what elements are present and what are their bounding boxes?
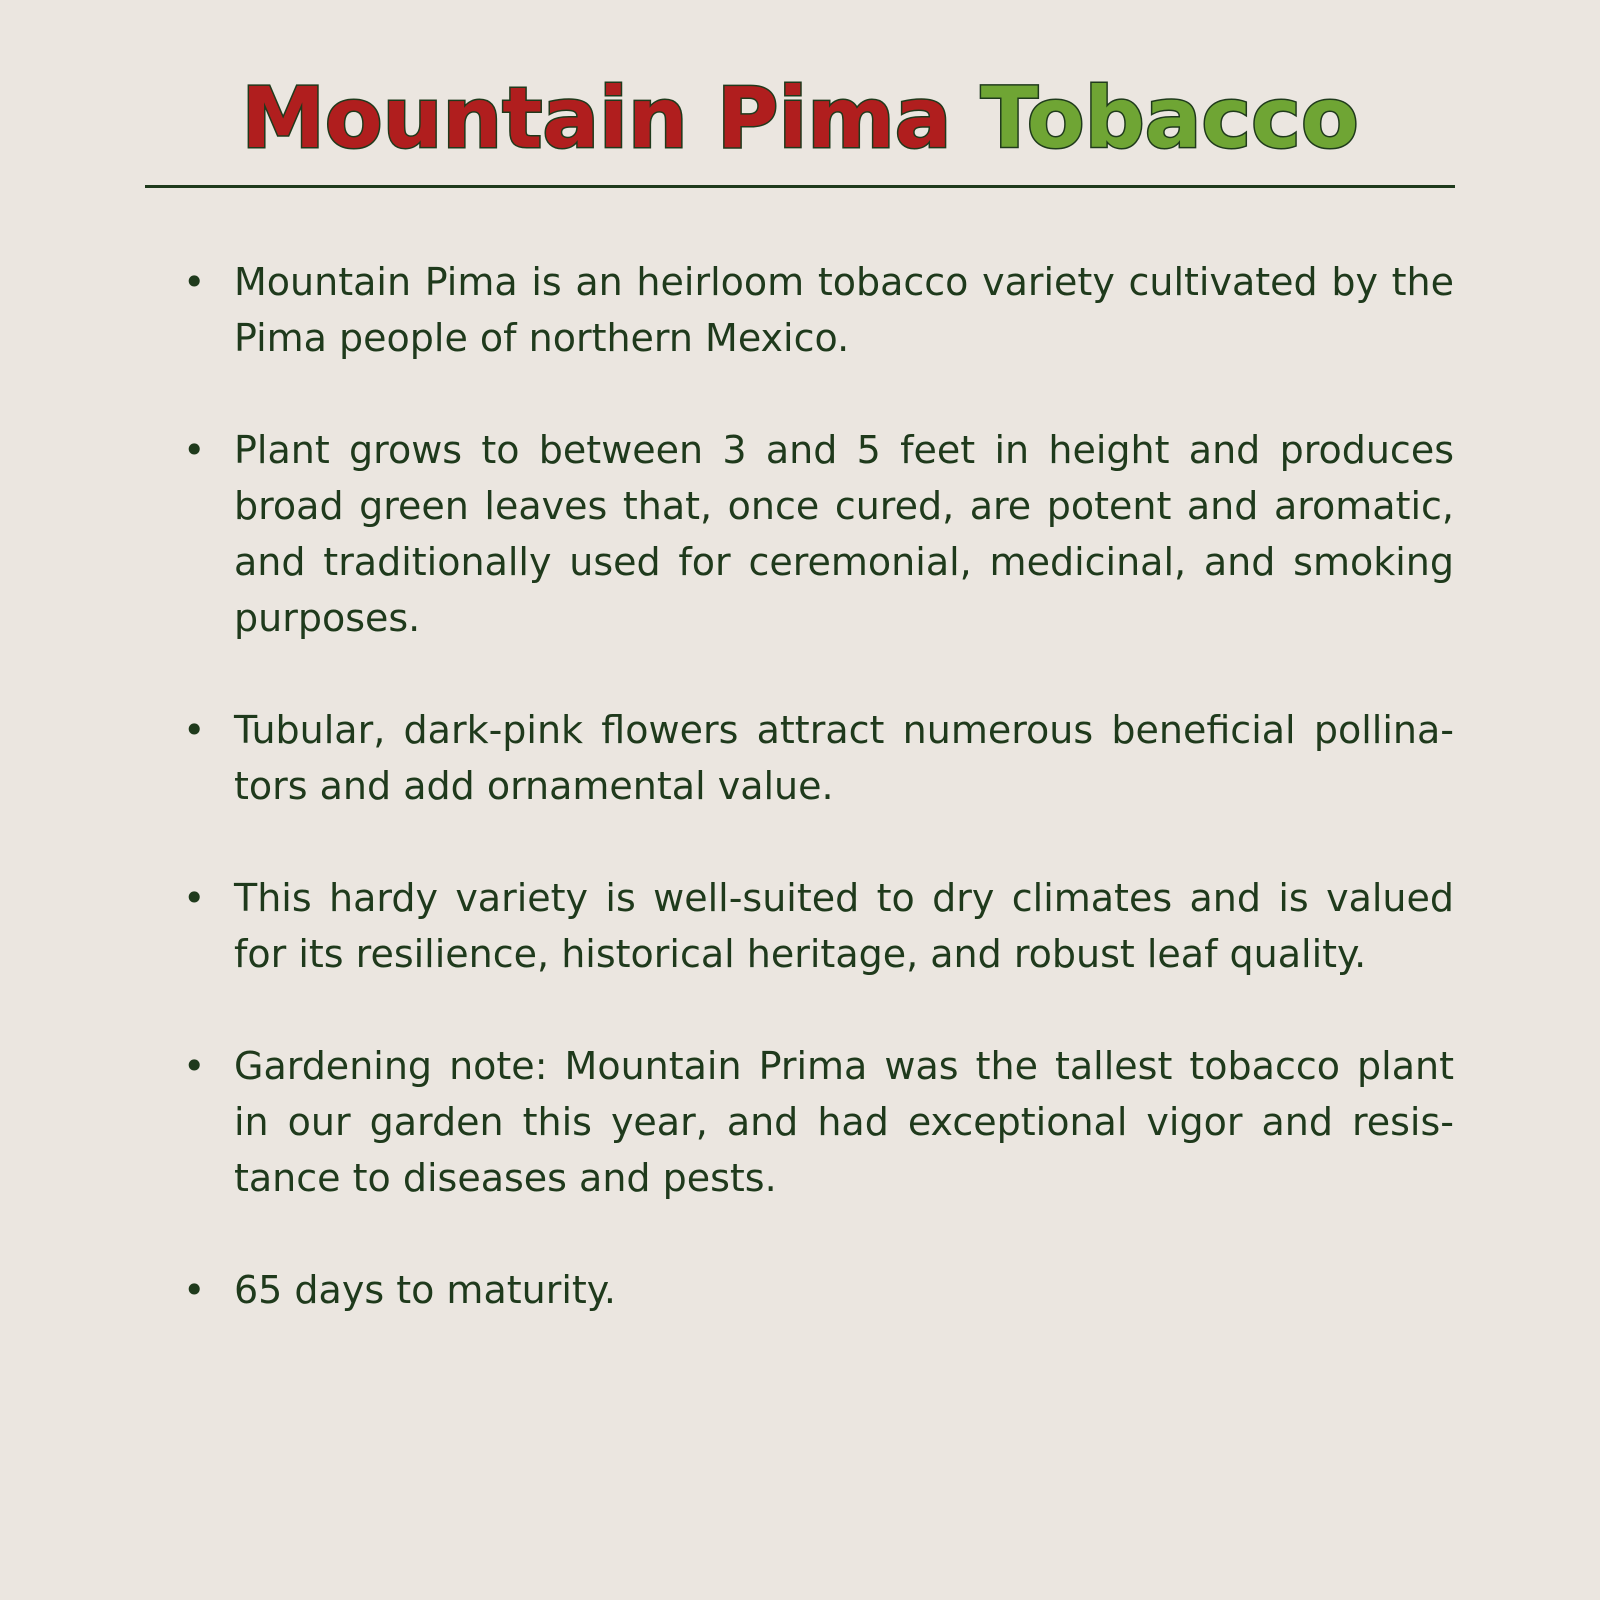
list-item-text: Gardening note: Mountain Prima was the tallest tobacco plant in our garden this year, and had exceptional vigor and resistance to diseases and pests. xyxy=(234,1044,1454,1200)
list-item xyxy=(183,870,1454,982)
list-item xyxy=(183,1262,1454,1318)
bullet-dot: • xyxy=(183,876,206,920)
bullet-dot: • xyxy=(183,260,206,304)
list-item-text: This hardy variety is well-suited to dry climates and is valued for its resilience, historical heritage, and robust leaf quality. xyxy=(234,876,1454,976)
bullet-dot: • xyxy=(183,1268,206,1312)
bullet-list xyxy=(183,254,1454,1374)
list-item xyxy=(183,254,1454,366)
title-divider xyxy=(145,185,1455,188)
list-item xyxy=(183,1038,1454,1206)
list-item-text: Mountain Pima is an heirloom tobacco variety cultivated by the Pima people of northern Mexico. xyxy=(234,260,1454,360)
bullet-dot: • xyxy=(183,1044,206,1088)
bullet-dot: • xyxy=(183,708,206,752)
list-item xyxy=(183,702,1454,814)
list-item-text: Plant grows to between 3 and 5 feet in height and produces broad green leaves that, once cured, are potent and aromatic, and traditionally used for ceremonial, medicinal, and smoking purposes. xyxy=(234,428,1454,640)
list-item xyxy=(183,422,1454,646)
title-part-red: Mountain Pima xyxy=(241,69,952,167)
list-item-text: 65 days to maturity. xyxy=(234,1268,616,1312)
list-item-text: Tubular, dark-pink flowers attract numerous beneficial pollinators and add ornamental value. xyxy=(234,708,1454,808)
page-title xyxy=(0,68,1600,168)
title-part-green: Tobacco xyxy=(980,69,1359,167)
bullet-dot: • xyxy=(183,428,206,472)
